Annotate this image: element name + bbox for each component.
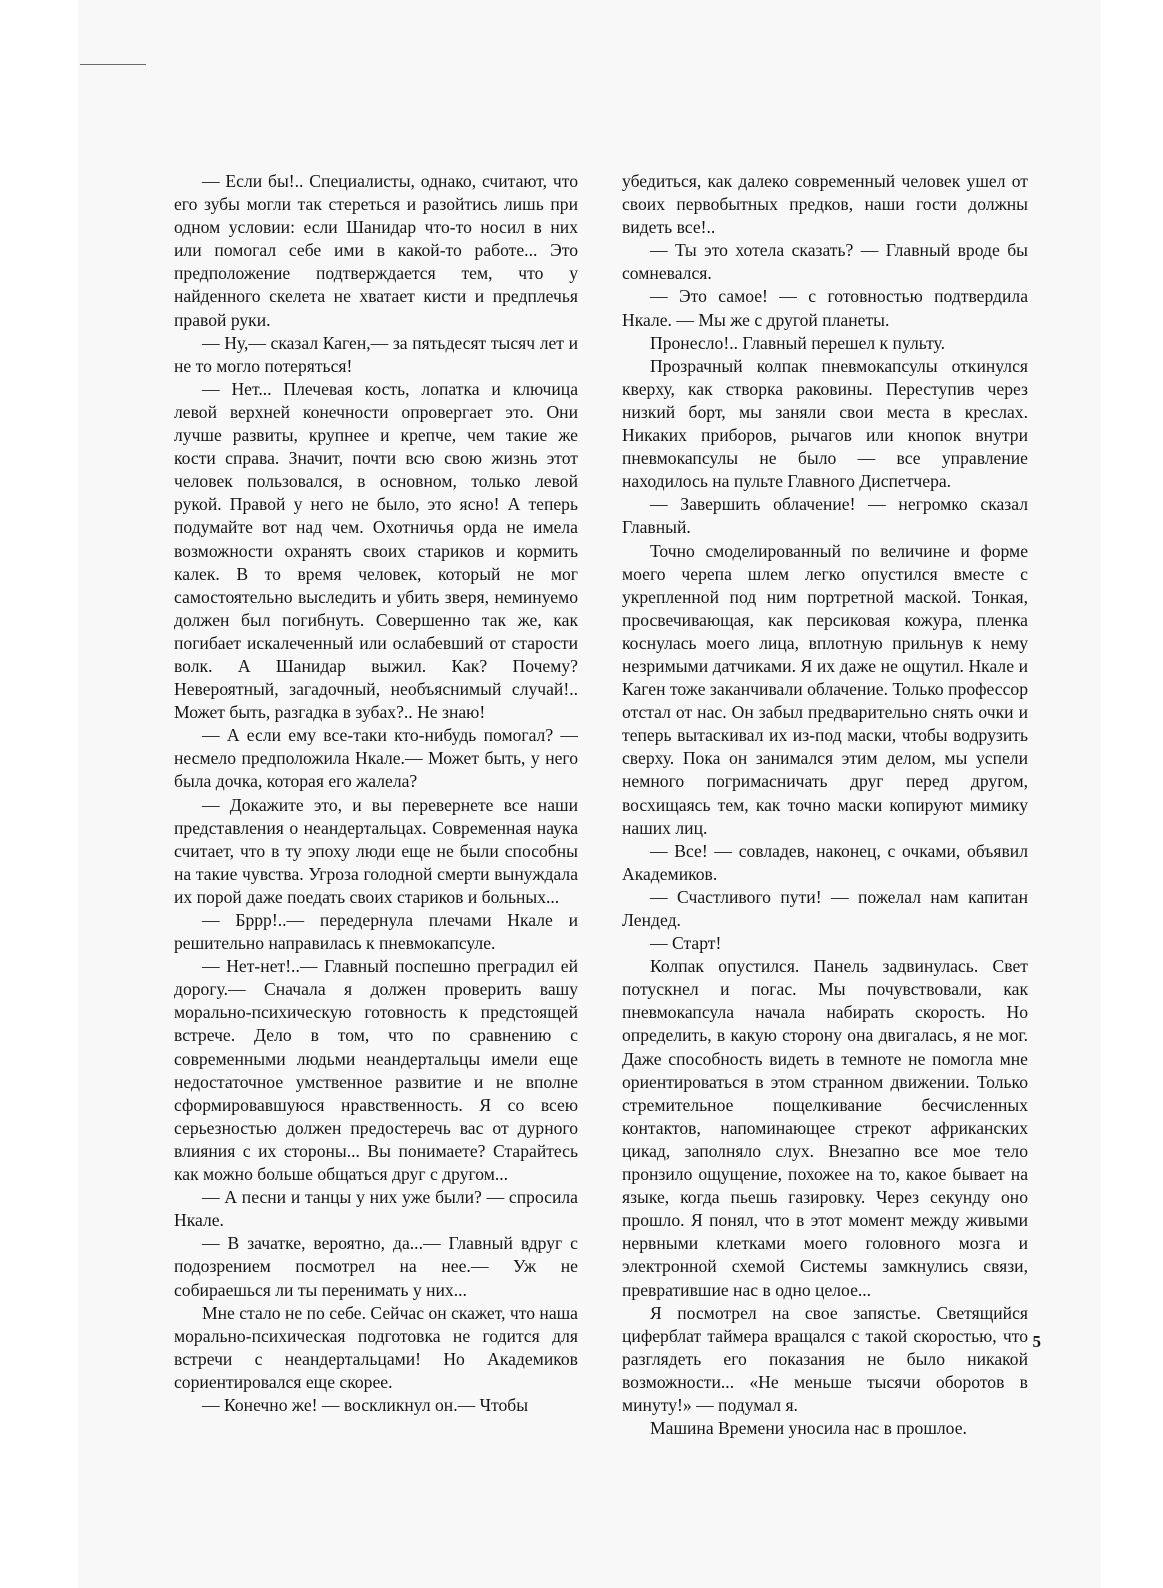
paragraph: — Счастливого пути! — пожелал нам капитан Лендед. — [622, 886, 1028, 930]
paragraph: — А песни и танцы у них уже были? — спросила Нкале. — [174, 1187, 578, 1231]
paragraph: — Если бы!.. Специалисты, однако, считают, что его зубы могли так стереться и разойтись лишь при одном условии: если Шанидар что-то носил в них или помогал себе ими в какой-то работе... Это предположение подтверждается тем, что у найденного скелета не хватает кисти и предплечья правой руки. — [174, 171, 578, 330]
paragraph: — Докажите это, и вы перевернете все наши представления о неандертальцах. Современная наука считает, что в ту эпоху люди еще не были способны на такие чувства. Угроза голодной смерти вынуждала их порой даже поедать своих стариков и больных... — [174, 794, 578, 907]
paragraph: — Это самое! — с готовностью подтвердила Нкале. — Мы же с другой планеты. — [622, 286, 1028, 330]
paragraph: — В зачатке, вероятно, да...— Главный вдруг с подозрением посмотрел на нее.— Уж не собираешься ли ты перенимать у них... — [174, 1233, 578, 1300]
paragraph: — Завершить облачение! — негромко сказал Главный. — [622, 494, 1028, 538]
paragraph: Я посмотрел на свое запястье. Светящийся циферблат таймера вращался с такой скоростью, что разглядеть его показания не было никакой возможности... «Не меньше тысячи оборотов в минуту!» — подумал я. — [622, 1302, 1028, 1415]
paragraph: — Старт! — [650, 933, 722, 954]
paragraph: Точно смоделированный по величине и форме моего черепа шлем легко опустился вместе с укрепленной под ним портретной маской. Тонкая, просвечивающая, как персиковая кожура, пленка коснулась моего лица, вплотную прильнув к нему незримыми датчиками. Я их даже не ощутил. Нкале и Каген тоже заканчивали облачение. Только профессор отстал от нас. Он забыл предварительно снять очки и теперь вытаскивал их из-под маски, чтобы водрузить сверху. Пока он занимался этим делом, мы успели немного погримасничать друг перед другом, восхищаясь тем, как точно маски копируют мимику наших лиц. — [622, 540, 1028, 838]
paragraph: — Нет-нет!..— Главный поспешно преградил ей дорогу.— Сначала я должен проверить вашу морально-психическую готовность к предстоящей встрече. Дело в том, что по сравнению с современными людьми неандертальцы имели еще недостаточное умственное развитие и не вполне сформировавшуюся нравственность. Я со всею серьезностью должен предостеречь вас от дурного влияния с их стороны... Вы понимаете? Старайтесь как можно больше общаться друг с другом... — [174, 956, 578, 1185]
paragraph: — Все! — совладев, наконец, с очками, объявил Академиков. — [622, 840, 1028, 884]
paragraph: — Ты это хотела сказать? — Главный вроде бы сомневался. — [622, 240, 1028, 284]
paragraph: — Бррр!..— передернула плечами Нкале и решительно направилась к пневмокапсуле. — [174, 910, 578, 954]
right-text-column — [622, 170, 1028, 1440]
paragraph: — Нет... Плечевая кость, лопатка и ключица левой верхней конечности опровергает это. Они лучше развиты, крупнее и крепче, чем такие же кости справа. Значит, почти всю свою жизнь этот человек пользовался, в основном, только левой рукой. Правой у него не было, это ясно! А теперь подумайте вот над чем. Охотничья орда не имела возможности охранять своих стариков и кормить калек. В то время человек, который не мог самостоятельно выследить и убить зверя, неминуемо должен был погибнуть. Совершенно так же, как погибает искалеченный или ослабевший от старости волк. А Шанидар выжил. Как? Почему? Невероятный, загадочный, необъяснимый случай!.. Может быть, разгадка в зубах?.. Не знаю! — [174, 378, 578, 723]
left-text-column — [174, 170, 578, 1417]
corner-rule — [80, 64, 146, 65]
paragraph: — А если ему все-таки кто-нибудь помогал? — несмело предположила Нкале.— Может быть, у него была дочка, которая его жалела? — [174, 725, 578, 792]
paragraph: — Ну,— сказал Каген,— за пятьдесят тысяч лет и не то могло потеряться! — [174, 332, 578, 376]
paragraph: Мне стало не по себе. Сейчас он скажет, что наша морально-психическая подготовка не годится для встречи с неандертальцами! Но Академиков сориентировался еще скорее. — [174, 1302, 578, 1392]
paragraph: Колпак опустился. Панель задвинулась. Свет потускнел и погас. Мы почувствовали, как пневмокапсула начала набирать скорость. Но определить, в какую сторону она двигалась, я не мог. Даже способность видеть в темноте не помогла мне ориентироваться в этом странном движении. Только стремительное пощелкивание бесчисленных контактов, напоминающее стрекот африканских цикад, заполняло слух. Внезапно все мое тело пронзило ощущение, похожее на то, какое бывает на языке, когда пьешь газировку. Через секунду оно прошло. Я понял, что в этот момент между живыми нервными клетками моего головного мозга и электронной схемой Системы замкнулись связи, превратившие нас в одно целое... — [622, 956, 1028, 1300]
page-number: 5 — [1032, 1332, 1041, 1351]
paragraph: Пронесло!.. Главный перешел к пульту. — [650, 332, 945, 353]
paragraph-continuation: убедиться, как далеко современный человек ушел от своих первобытных предков, наши гости должны видеть все!.. — [622, 171, 1028, 238]
paragraph: Прозрачный колпак пневмокапсулы откинулся кверху, как створка раковины. Переступив через низкий борт, мы заняли свои места в креслах. Никаких приборов, рычагов или кнопок внутри пневмокапсулы не было — все управление находилось на пульте Главного Диспетчера. — [622, 355, 1028, 492]
paragraph: — Конечно же! — воскликнул он.— Чтобы — [202, 1394, 529, 1415]
paragraph: Машина Времени уносила нас в прошлое. — [650, 1418, 967, 1439]
